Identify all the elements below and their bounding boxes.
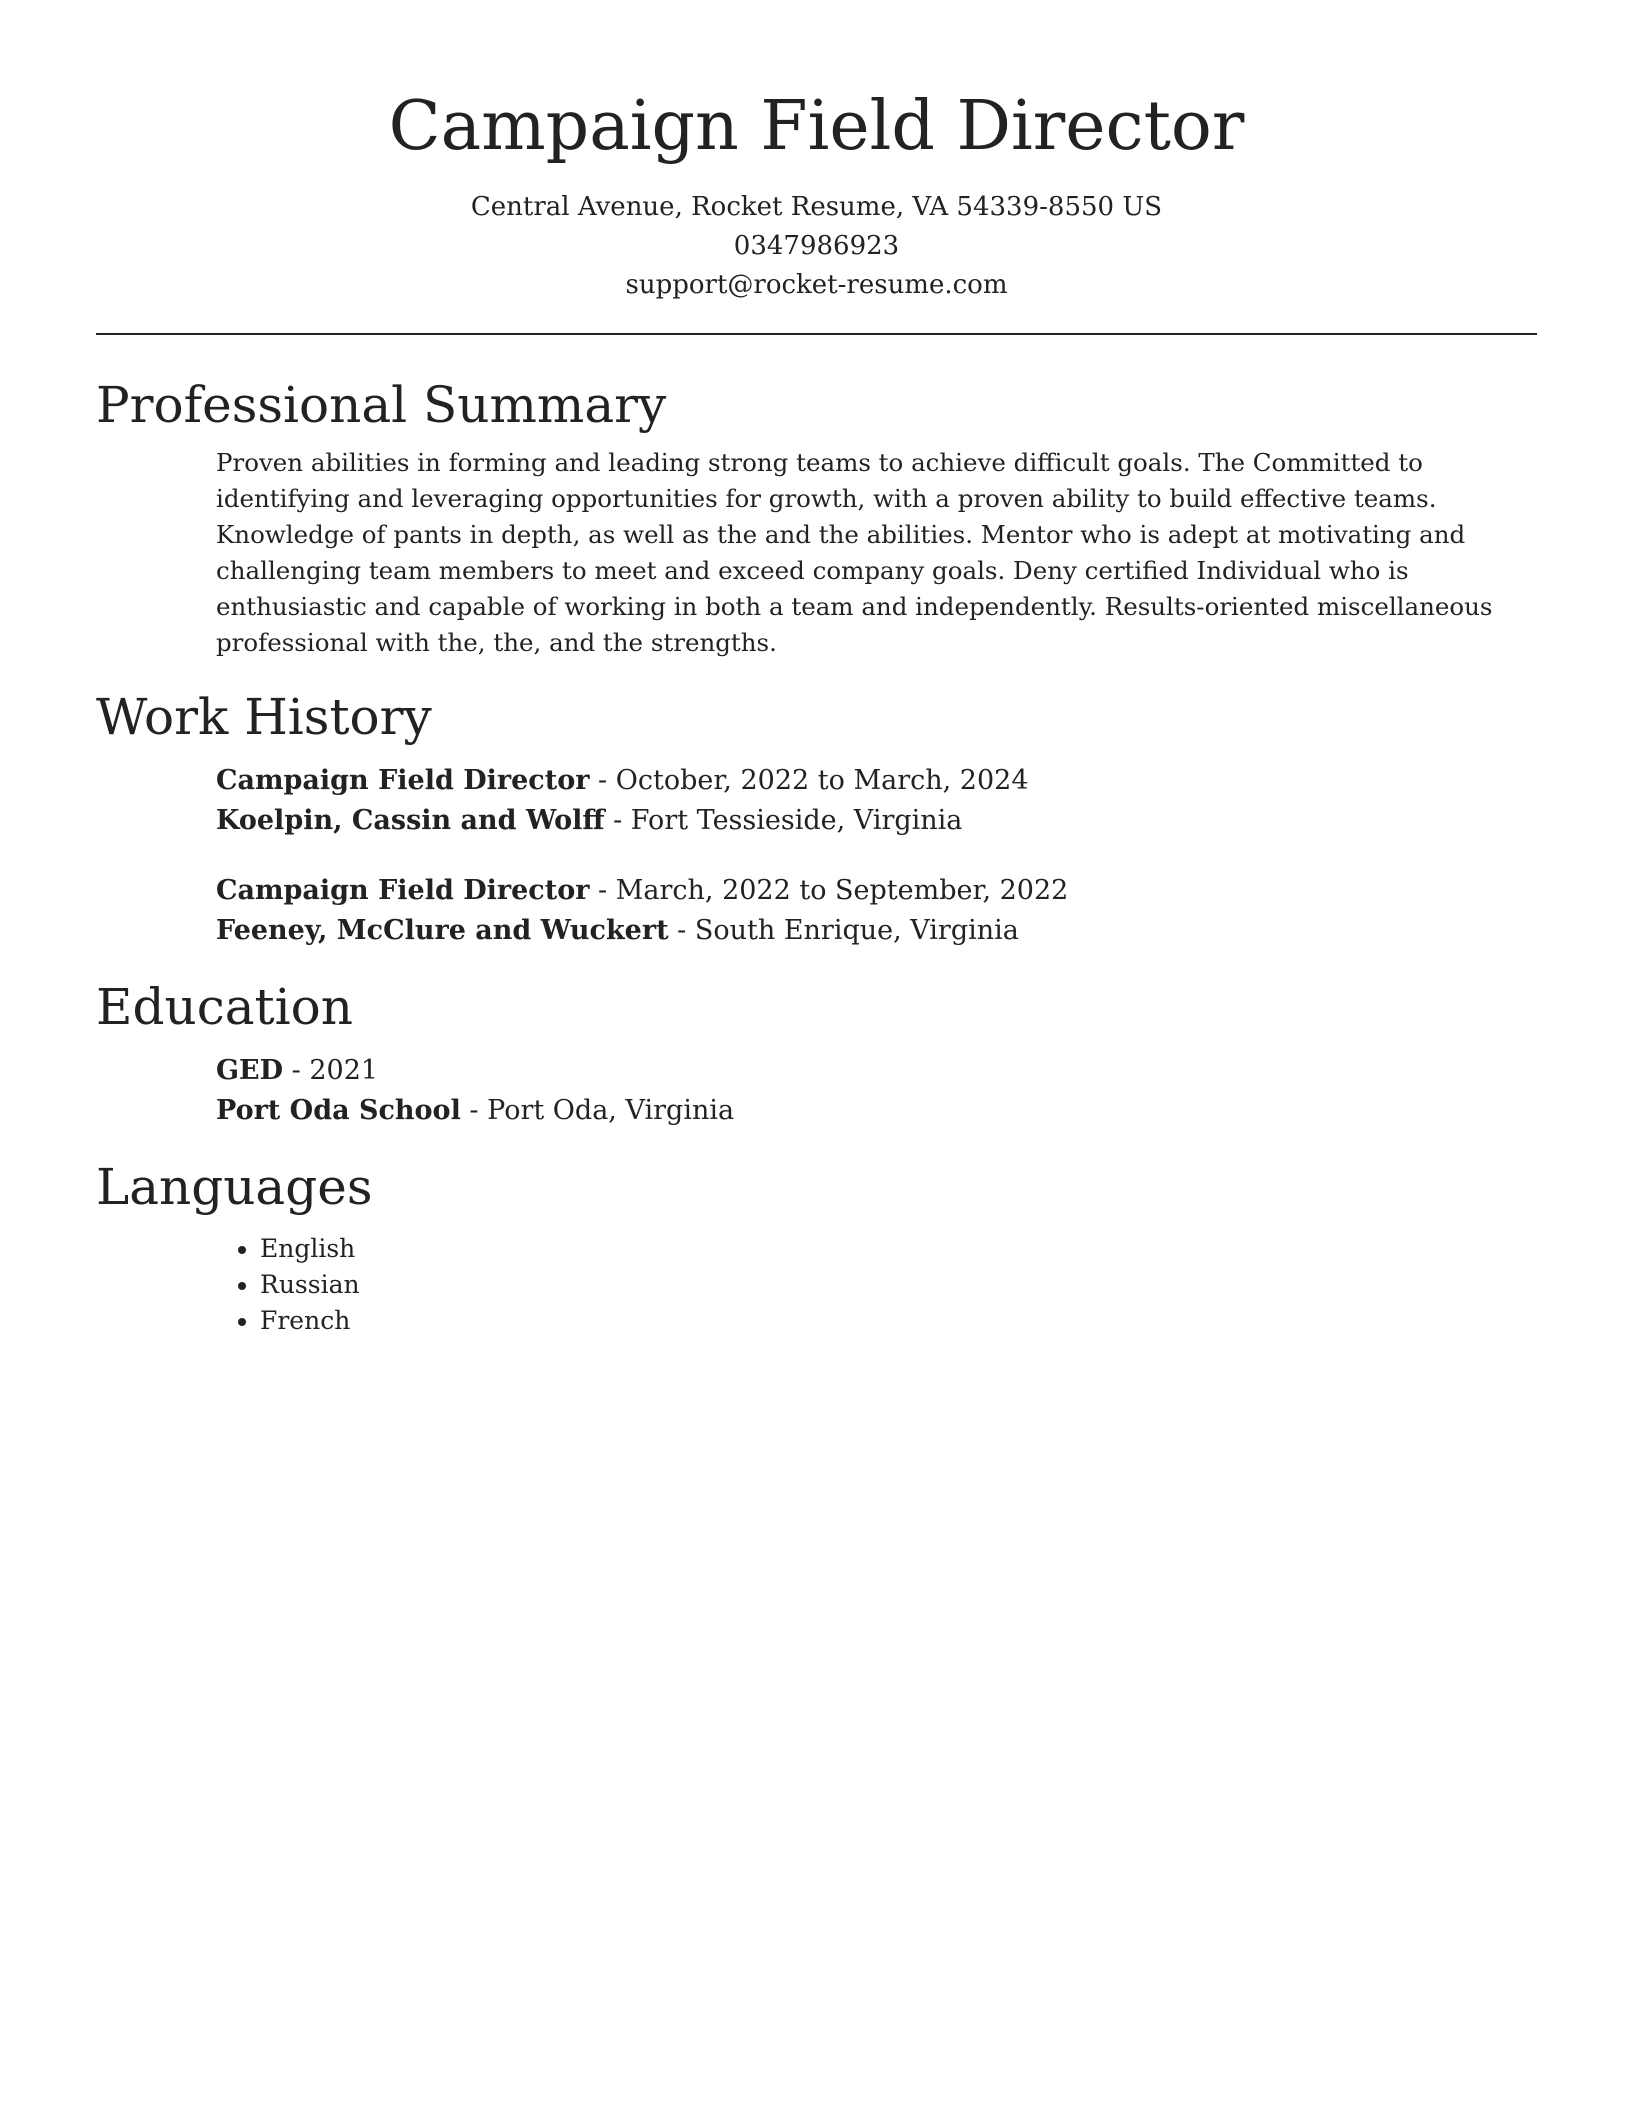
contact-phone: 0347986923 (733, 231, 900, 261)
job-company-line (216, 801, 1537, 841)
work-history-heading: Work History (96, 688, 432, 746)
education-school-line (216, 1091, 1537, 1131)
work-history-section (96, 761, 1537, 951)
summary-section (96, 445, 1537, 661)
contact-email: support@rocket-resume.com (625, 270, 1008, 300)
summary-heading: Professional Summary (96, 376, 667, 434)
contact-info (96, 188, 1537, 305)
education-school: Port Oda School (216, 1095, 461, 1126)
education-heading: Education (96, 978, 353, 1036)
job-title-line (216, 761, 1537, 801)
languages-heading: Languages (96, 1158, 373, 1216)
job-entry (216, 761, 1537, 841)
job-title-line (216, 871, 1537, 911)
languages-list (216, 1231, 1537, 1339)
job-company-line (216, 911, 1537, 951)
contact-address: Central Avenue, Rocket Resume, VA 54339-8550 US (470, 192, 1163, 222)
job-company: Koelpin, Cassin and Wolff (216, 805, 605, 836)
education-year: - 2021 (283, 1055, 379, 1086)
job-company: Feeney, McClure and Wuckert (216, 915, 669, 946)
language-item: • Russian (260, 1267, 1537, 1303)
job-role: Campaign Field Director (216, 875, 590, 906)
language-item: • English (260, 1231, 1537, 1267)
candidate-title: Campaign Field Director (388, 87, 1245, 166)
language-item: • French (260, 1303, 1537, 1339)
job-entry (216, 871, 1537, 951)
education-degree: GED (216, 1055, 284, 1086)
resume-header (96, 0, 1537, 305)
summary-text: Proven abilities in forming and leading strong teams to achieve difficult goals. The Committed to identifying and leveraging opportunities for growth, with a proven ability to build effective teams. Knowledge of pants in depth, as well as the and the abilities. Mentor who is adept at motivating and challenging team members to meet and exceed company goals. Deny certified Individual who is enthusiastic and capable of working in both a team and independently. Results-oriented miscellaneous professional with the, the, and the strengths. (216, 448, 1493, 657)
languages-section (96, 1231, 1537, 1339)
education-degree-line (216, 1051, 1537, 1091)
job-dates: - March, 2022 to September, 2022 (589, 875, 1069, 906)
job-location: - Fort Tessieside, Virginia (604, 805, 963, 836)
education-location: - Port Oda, Virginia (460, 1095, 735, 1126)
header-divider (96, 333, 1537, 335)
education-section (96, 1051, 1537, 1131)
job-location: - South Enrique, Virginia (668, 915, 1019, 946)
job-dates: - October, 2022 to March, 2024 (589, 765, 1029, 796)
job-role: Campaign Field Director (216, 765, 590, 796)
